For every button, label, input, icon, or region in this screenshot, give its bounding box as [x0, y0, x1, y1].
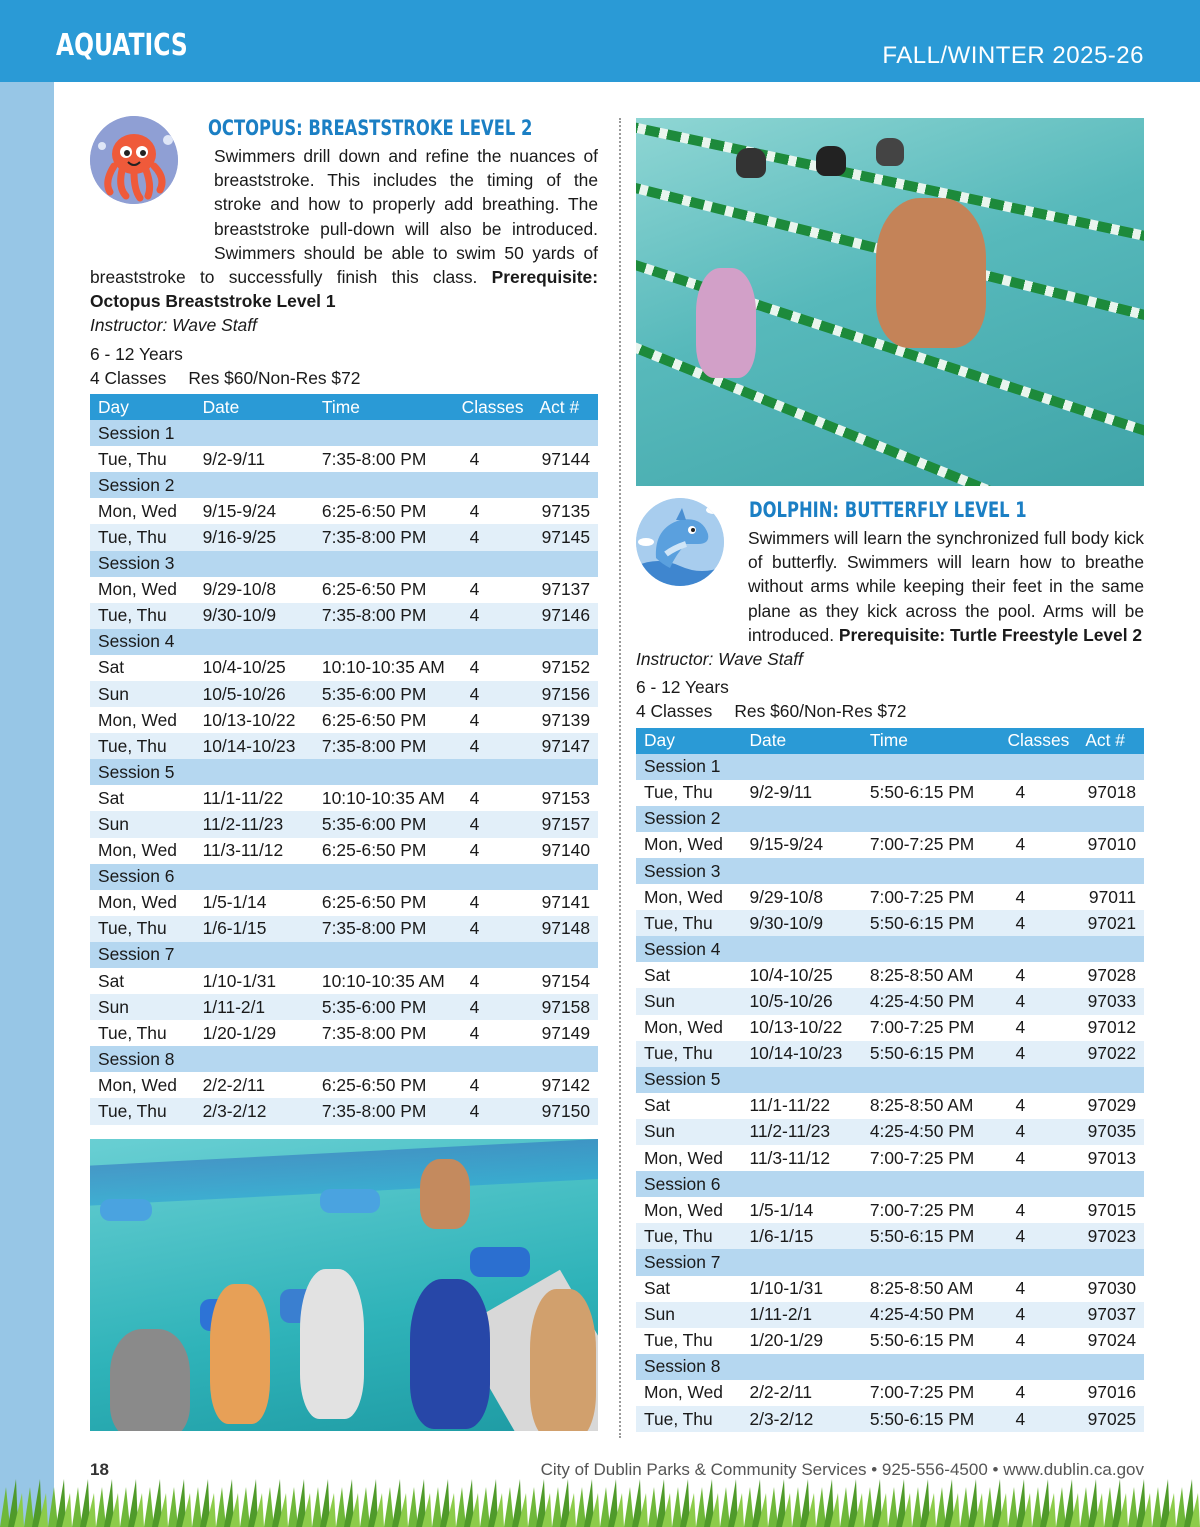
course-meta [90, 342, 598, 390]
cell-classes: 4 [454, 811, 532, 837]
cell-act: 97022 [1077, 1041, 1144, 1067]
cell-date: 1/5-1/14 [195, 890, 314, 916]
cell-classes: 4 [999, 1406, 1077, 1432]
cell-date: 10/14-10/23 [195, 733, 314, 759]
cell-act: 97028 [1077, 962, 1144, 988]
table-row [90, 524, 598, 550]
cell-time: 10:10-10:35 AM [314, 655, 454, 681]
course-title: OCTOPUS: BREASTSTROKE LEVEL 2 [208, 116, 533, 140]
cell-time: 7:00-7:25 PM [862, 1197, 1000, 1223]
cell-date: 10/13-10/22 [195, 707, 314, 733]
session-row [90, 551, 598, 577]
cell-classes: 4 [454, 498, 532, 524]
cell-date: 9/15-9/24 [742, 832, 862, 858]
session-label: Session 7 [636, 1249, 1144, 1275]
session-label: Session 1 [90, 420, 598, 446]
session-label: Session 6 [636, 1171, 1144, 1197]
cell-act: 97139 [532, 707, 598, 733]
column-divider [619, 118, 621, 1438]
table-row [636, 1380, 1144, 1406]
octopus-icon [90, 116, 178, 204]
cell-day: Tue, Thu [636, 1041, 742, 1067]
cell-day: Sun [90, 994, 195, 1020]
cell-date: 2/3-2/12 [742, 1406, 862, 1432]
cell-day: Tue, Thu [90, 524, 195, 550]
cell-time: 5:50-6:15 PM [862, 1328, 1000, 1354]
cell-time: 5:50-6:15 PM [862, 1041, 1000, 1067]
cell-time: 7:35-8:00 PM [314, 1098, 454, 1124]
session-label: Session 4 [636, 936, 1144, 962]
cell-classes: 4 [999, 1328, 1077, 1354]
cell-date: 9/30-10/9 [195, 603, 314, 629]
cell-date: 11/3-11/12 [195, 838, 314, 864]
table-row [636, 832, 1144, 858]
cell-classes: 4 [999, 910, 1077, 936]
session-row [636, 1067, 1144, 1093]
cell-date: 1/11-2/1 [742, 1302, 862, 1328]
cell-classes: 4 [454, 785, 532, 811]
cell-date: 10/14-10/23 [742, 1041, 862, 1067]
cell-classes: 4 [454, 603, 532, 629]
cell-classes: 4 [999, 884, 1077, 910]
cell-day: Sat [636, 1276, 742, 1302]
cell-act: 97023 [1077, 1223, 1144, 1249]
cell-day: Tue, Thu [636, 910, 742, 936]
cell-date: 9/29-10/8 [742, 884, 862, 910]
table-row [90, 498, 598, 524]
table-header [90, 394, 598, 420]
price: Res $60/Non-Res $72 [734, 701, 907, 722]
table-row [90, 681, 598, 707]
cell-day: Tue, Thu [636, 1223, 742, 1249]
table-row [90, 785, 598, 811]
cell-time: 7:35-8:00 PM [314, 524, 454, 550]
cell-classes: 4 [454, 1098, 532, 1124]
cell-date: 10/5-10/26 [742, 988, 862, 1014]
cell-act: 97149 [532, 1020, 598, 1046]
cell-day: Mon, Wed [90, 577, 195, 603]
cell-act: 97150 [532, 1098, 598, 1124]
cell-time: 7:00-7:25 PM [862, 832, 1000, 858]
header-time: Time [314, 394, 454, 420]
session-row [90, 942, 598, 968]
table-row [636, 1406, 1144, 1432]
cell-time: 6:25-6:50 PM [314, 498, 454, 524]
header-classes: Classes [454, 394, 532, 420]
cell-act: 97137 [532, 577, 598, 603]
session-label: Session 5 [90, 759, 598, 785]
cell-classes: 4 [999, 988, 1077, 1014]
cell-date: 1/20-1/29 [195, 1020, 314, 1046]
cell-time: 7:00-7:25 PM [862, 1380, 1000, 1406]
cell-date: 1/10-1/31 [195, 968, 314, 994]
table-row [90, 603, 598, 629]
table-row [636, 1015, 1144, 1041]
session-row [90, 864, 598, 890]
cell-day: Mon, Wed [636, 884, 742, 910]
instructor-pool-photo [636, 118, 1144, 486]
cell-classes: 4 [454, 916, 532, 942]
session-row [90, 759, 598, 785]
cell-date: 10/4-10/25 [742, 962, 862, 988]
section-title: AQUATICS [56, 28, 188, 63]
cell-day: Tue, Thu [90, 916, 195, 942]
table-row [636, 988, 1144, 1014]
cell-classes: 4 [999, 1015, 1077, 1041]
session-label: Session 1 [636, 754, 1144, 780]
cell-act: 97024 [1077, 1328, 1144, 1354]
cell-day: Tue, Thu [90, 733, 195, 759]
cell-act: 97021 [1077, 910, 1144, 936]
table-row [636, 1197, 1144, 1223]
page-header [0, 0, 1200, 82]
cell-act: 97011 [1077, 884, 1144, 910]
cell-time: 7:00-7:25 PM [862, 884, 1000, 910]
cell-date: 9/30-10/9 [742, 910, 862, 936]
cell-act: 97135 [532, 498, 598, 524]
cell-date: 9/15-9/24 [195, 498, 314, 524]
table-row [90, 890, 598, 916]
age-range: 6 - 12 Years [90, 343, 183, 364]
session-row [90, 629, 598, 655]
table-row [636, 1302, 1144, 1328]
table-row [636, 1093, 1144, 1119]
table-row [90, 1072, 598, 1098]
cell-act: 97015 [1077, 1197, 1144, 1223]
table-row [90, 1098, 598, 1124]
cell-classes: 4 [454, 577, 532, 603]
table-row [90, 577, 598, 603]
cell-act: 97010 [1077, 832, 1144, 858]
cell-act: 97153 [532, 785, 598, 811]
cell-day: Mon, Wed [636, 1197, 742, 1223]
cell-act: 97016 [1077, 1380, 1144, 1406]
table-row [636, 1145, 1144, 1171]
cell-date: 1/6-1/15 [195, 916, 314, 942]
season-label: FALL/WINTER 2025-26 [882, 42, 1144, 69]
cell-day: Mon, Wed [636, 1380, 742, 1406]
session-label: Session 4 [90, 629, 598, 655]
cell-date: 2/2-2/11 [742, 1380, 862, 1406]
cell-date: 10/13-10/22 [742, 1015, 862, 1041]
cell-classes: 4 [454, 1072, 532, 1098]
cell-act: 97152 [532, 655, 598, 681]
dolphin-icon [636, 498, 724, 586]
course-title: DOLPHIN: BUTTERFLY LEVEL 1 [749, 498, 1027, 522]
cell-day: Sat [90, 655, 195, 681]
cell-time: 7:35-8:00 PM [314, 1020, 454, 1046]
cell-date: 1/6-1/15 [742, 1223, 862, 1249]
table-row [90, 916, 598, 942]
cell-time: 5:50-6:15 PM [862, 1406, 1000, 1432]
cell-time: 4:25-4:50 PM [862, 1119, 1000, 1145]
cell-act: 97012 [1077, 1015, 1144, 1041]
octopus-course [90, 116, 598, 1431]
table-row [636, 1119, 1144, 1145]
cell-act: 97033 [1077, 988, 1144, 1014]
header-classes: Classes [999, 728, 1077, 754]
cell-time: 7:35-8:00 PM [314, 603, 454, 629]
cell-classes: 4 [999, 1145, 1077, 1171]
cell-classes: 4 [999, 1119, 1077, 1145]
cell-classes: 4 [999, 1041, 1077, 1067]
table-row [636, 910, 1144, 936]
footer-contact: City of Dublin Parks & Community Services • 925-556-4500 • www.dublin.ca.gov [540, 1460, 1144, 1479]
age-range: 6 - 12 Years [636, 677, 729, 698]
cell-time: 6:25-6:50 PM [314, 1072, 454, 1098]
dolphin-course [636, 118, 1144, 1432]
cell-day: Mon, Wed [90, 838, 195, 864]
session-row [636, 1171, 1144, 1197]
cell-date: 1/10-1/31 [742, 1276, 862, 1302]
session-label: Session 8 [90, 1046, 598, 1072]
cell-classes: 4 [999, 780, 1077, 806]
cell-date: 9/2-9/11 [195, 446, 314, 472]
cell-day: Sun [636, 1119, 742, 1145]
cell-act: 97025 [1077, 1406, 1144, 1432]
cell-act: 97146 [532, 603, 598, 629]
cell-day: Sat [636, 962, 742, 988]
session-label: Session 3 [636, 858, 1144, 884]
cell-day: Sun [636, 1302, 742, 1328]
cell-act: 97018 [1077, 780, 1144, 806]
cell-time: 7:35-8:00 PM [314, 733, 454, 759]
header-time: Time [862, 728, 1000, 754]
cell-time: 8:25-8:50 AM [862, 1093, 1000, 1119]
cell-classes: 4 [454, 838, 532, 864]
cell-act: 97157 [532, 811, 598, 837]
cell-day: Sat [90, 968, 195, 994]
cell-act: 97144 [532, 446, 598, 472]
header-date: Date [742, 728, 862, 754]
cell-classes: 4 [999, 1197, 1077, 1223]
cell-date: 1/11-2/1 [195, 994, 314, 1020]
cell-day: Sat [90, 785, 195, 811]
table-header [636, 728, 1144, 754]
cell-classes: 4 [999, 1380, 1077, 1406]
cell-act: 97154 [532, 968, 598, 994]
cell-act: 97029 [1077, 1093, 1144, 1119]
cell-time: 5:50-6:15 PM [862, 1223, 1000, 1249]
course-description: Swimmers drill down and refine the nuances of breaststroke. This includes the timing of the stroke and how to properly add breathing. The breaststroke pull-down will also be introduced. Swimmers should be able to swim 50 yards of breaststroke to successfully finish this class. Prerequisite: Octopus Breaststroke Level 1 [90, 146, 598, 312]
cell-day: Mon, Wed [90, 890, 195, 916]
prerequisite: Prerequisite: Turtle Freestyle Level 2 [838, 624, 1143, 645]
cell-classes: 4 [454, 994, 532, 1020]
session-row [90, 420, 598, 446]
table-row [90, 655, 598, 681]
cell-time: 7:00-7:25 PM [862, 1015, 1000, 1041]
header-date: Date [195, 394, 314, 420]
cell-time: 6:25-6:50 PM [314, 838, 454, 864]
session-label: Session 2 [636, 806, 1144, 832]
cell-day: Sun [90, 811, 195, 837]
session-label: Session 3 [90, 551, 598, 577]
cell-classes: 4 [454, 733, 532, 759]
cell-date: 1/20-1/29 [742, 1328, 862, 1354]
cell-classes: 4 [454, 890, 532, 916]
class-count: 4 Classes [90, 367, 167, 388]
cell-classes: 4 [454, 655, 532, 681]
table-row [636, 1223, 1144, 1249]
cell-time: 5:50-6:15 PM [862, 780, 1000, 806]
cell-act: 97030 [1077, 1276, 1144, 1302]
cell-time: 7:00-7:25 PM [862, 1145, 1000, 1171]
cell-day: Mon, Wed [636, 832, 742, 858]
cell-day: Tue, Thu [90, 446, 195, 472]
cell-date: 10/5-10/26 [195, 681, 314, 707]
cell-date: 2/2-2/11 [195, 1072, 314, 1098]
cell-time: 10:10-10:35 AM [314, 968, 454, 994]
cell-act: 97140 [532, 838, 598, 864]
table-row [90, 811, 598, 837]
cell-time: 8:25-8:50 AM [862, 1276, 1000, 1302]
table-row [636, 780, 1144, 806]
cell-time: 7:35-8:00 PM [314, 446, 454, 472]
cell-classes: 4 [454, 524, 532, 550]
table-row [90, 707, 598, 733]
sidebar-stripe [0, 82, 54, 1527]
instructor: Instructor: Wave Staff [90, 315, 257, 336]
header-day: Day [90, 394, 195, 420]
cell-time: 4:25-4:50 PM [862, 1302, 1000, 1328]
cell-date: 11/2-11/23 [195, 811, 314, 837]
cell-day: Sun [90, 681, 195, 707]
cell-act: 97147 [532, 733, 598, 759]
cell-classes: 4 [454, 1020, 532, 1046]
cell-act: 97158 [532, 994, 598, 1020]
table-row [636, 1276, 1144, 1302]
session-row [636, 858, 1144, 884]
grass-decoration [0, 1479, 1200, 1527]
cell-act: 97142 [532, 1072, 598, 1098]
course-description: Swimmers will learn the synchronized full body kick of butterfly. Swimmers will learn how to breathe without arms while keeping their feet in the same plane as they kick across the pool. Arms will be introduced. Prerequisite: Turtle Freestyle Level 2 [748, 528, 1144, 645]
cell-day: Mon, Wed [90, 707, 195, 733]
cell-day: Sun [636, 988, 742, 1014]
cell-day: Tue, Thu [636, 1328, 742, 1354]
session-label: Session 6 [90, 864, 598, 890]
schedule-table [90, 394, 598, 1125]
session-label: Session 7 [90, 942, 598, 968]
cell-date: 9/29-10/8 [195, 577, 314, 603]
cell-date: 10/4-10/25 [195, 655, 314, 681]
cell-classes: 4 [999, 1302, 1077, 1328]
session-label: Session 2 [90, 472, 598, 498]
session-row [636, 806, 1144, 832]
cell-time: 10:10-10:35 AM [314, 785, 454, 811]
table-row [90, 446, 598, 472]
cell-time: 5:50-6:15 PM [862, 910, 1000, 936]
cell-day: Mon, Wed [90, 498, 195, 524]
cell-time: 5:35-6:00 PM [314, 994, 454, 1020]
kids-kickboard-photo [90, 1139, 598, 1431]
cell-classes: 4 [454, 681, 532, 707]
cell-date: 11/1-11/22 [742, 1093, 862, 1119]
cell-classes: 4 [454, 968, 532, 994]
session-row [636, 1249, 1144, 1275]
cell-time: 7:35-8:00 PM [314, 916, 454, 942]
instructor: Instructor: Wave Staff [636, 649, 803, 670]
cell-date: 11/3-11/12 [742, 1145, 862, 1171]
class-count: 4 Classes [636, 701, 713, 722]
cell-time: 6:25-6:50 PM [314, 890, 454, 916]
cell-date: 11/1-11/22 [195, 785, 314, 811]
cell-classes: 4 [999, 962, 1077, 988]
price: Res $60/Non-Res $72 [188, 367, 361, 388]
cell-classes: 4 [454, 707, 532, 733]
cell-classes: 4 [999, 1093, 1077, 1119]
cell-day: Mon, Wed [636, 1145, 742, 1171]
cell-day: Tue, Thu [90, 1020, 195, 1046]
cell-classes: 4 [454, 446, 532, 472]
cell-day: Sat [636, 1093, 742, 1119]
cell-date: 11/2-11/23 [742, 1119, 862, 1145]
cell-day: Mon, Wed [90, 1072, 195, 1098]
table-row [90, 1020, 598, 1046]
header-act: Act # [532, 394, 598, 420]
cell-act: 97148 [532, 916, 598, 942]
table-row [90, 733, 598, 759]
cell-act: 97145 [532, 524, 598, 550]
cell-date: 9/2-9/11 [742, 780, 862, 806]
cell-time: 6:25-6:50 PM [314, 707, 454, 733]
cell-time: 8:25-8:50 AM [862, 962, 1000, 988]
cell-classes: 4 [999, 1223, 1077, 1249]
cell-day: Mon, Wed [636, 1015, 742, 1041]
cell-day: Tue, Thu [90, 1098, 195, 1124]
cell-act: 97037 [1077, 1302, 1144, 1328]
table-row [636, 884, 1144, 910]
prerequisite: Prerequisite: Octopus Breaststroke Level 1 [90, 267, 598, 312]
cell-act: 97141 [532, 890, 598, 916]
session-row [636, 1354, 1144, 1380]
cell-act: 97035 [1077, 1119, 1144, 1145]
cell-classes: 4 [999, 832, 1077, 858]
session-row [636, 754, 1144, 780]
session-label: Session 8 [636, 1354, 1144, 1380]
cell-act: 97156 [532, 681, 598, 707]
table-row [90, 994, 598, 1020]
cell-date: 2/3-2/12 [195, 1098, 314, 1124]
cell-day: Tue, Thu [636, 1406, 742, 1432]
session-row [636, 936, 1144, 962]
cell-time: 5:35-6:00 PM [314, 681, 454, 707]
cell-day: Tue, Thu [90, 603, 195, 629]
page-number: 18 [90, 1460, 109, 1479]
cell-time: 6:25-6:50 PM [314, 577, 454, 603]
course-meta [636, 675, 1144, 723]
table-row [90, 838, 598, 864]
header-act: Act # [1077, 728, 1144, 754]
cell-classes: 4 [999, 1276, 1077, 1302]
cell-time: 4:25-4:50 PM [862, 988, 1000, 1014]
header-day: Day [636, 728, 742, 754]
cell-date: 1/5-1/14 [742, 1197, 862, 1223]
session-row [90, 472, 598, 498]
table-row [90, 968, 598, 994]
table-row [636, 1328, 1144, 1354]
session-row [90, 1046, 598, 1072]
session-label: Session 5 [636, 1067, 1144, 1093]
table-row [636, 1041, 1144, 1067]
schedule-table [636, 728, 1144, 1432]
cell-act: 97013 [1077, 1145, 1144, 1171]
cell-time: 5:35-6:00 PM [314, 811, 454, 837]
cell-date: 9/16-9/25 [195, 524, 314, 550]
table-row [636, 962, 1144, 988]
cell-day: Tue, Thu [636, 780, 742, 806]
